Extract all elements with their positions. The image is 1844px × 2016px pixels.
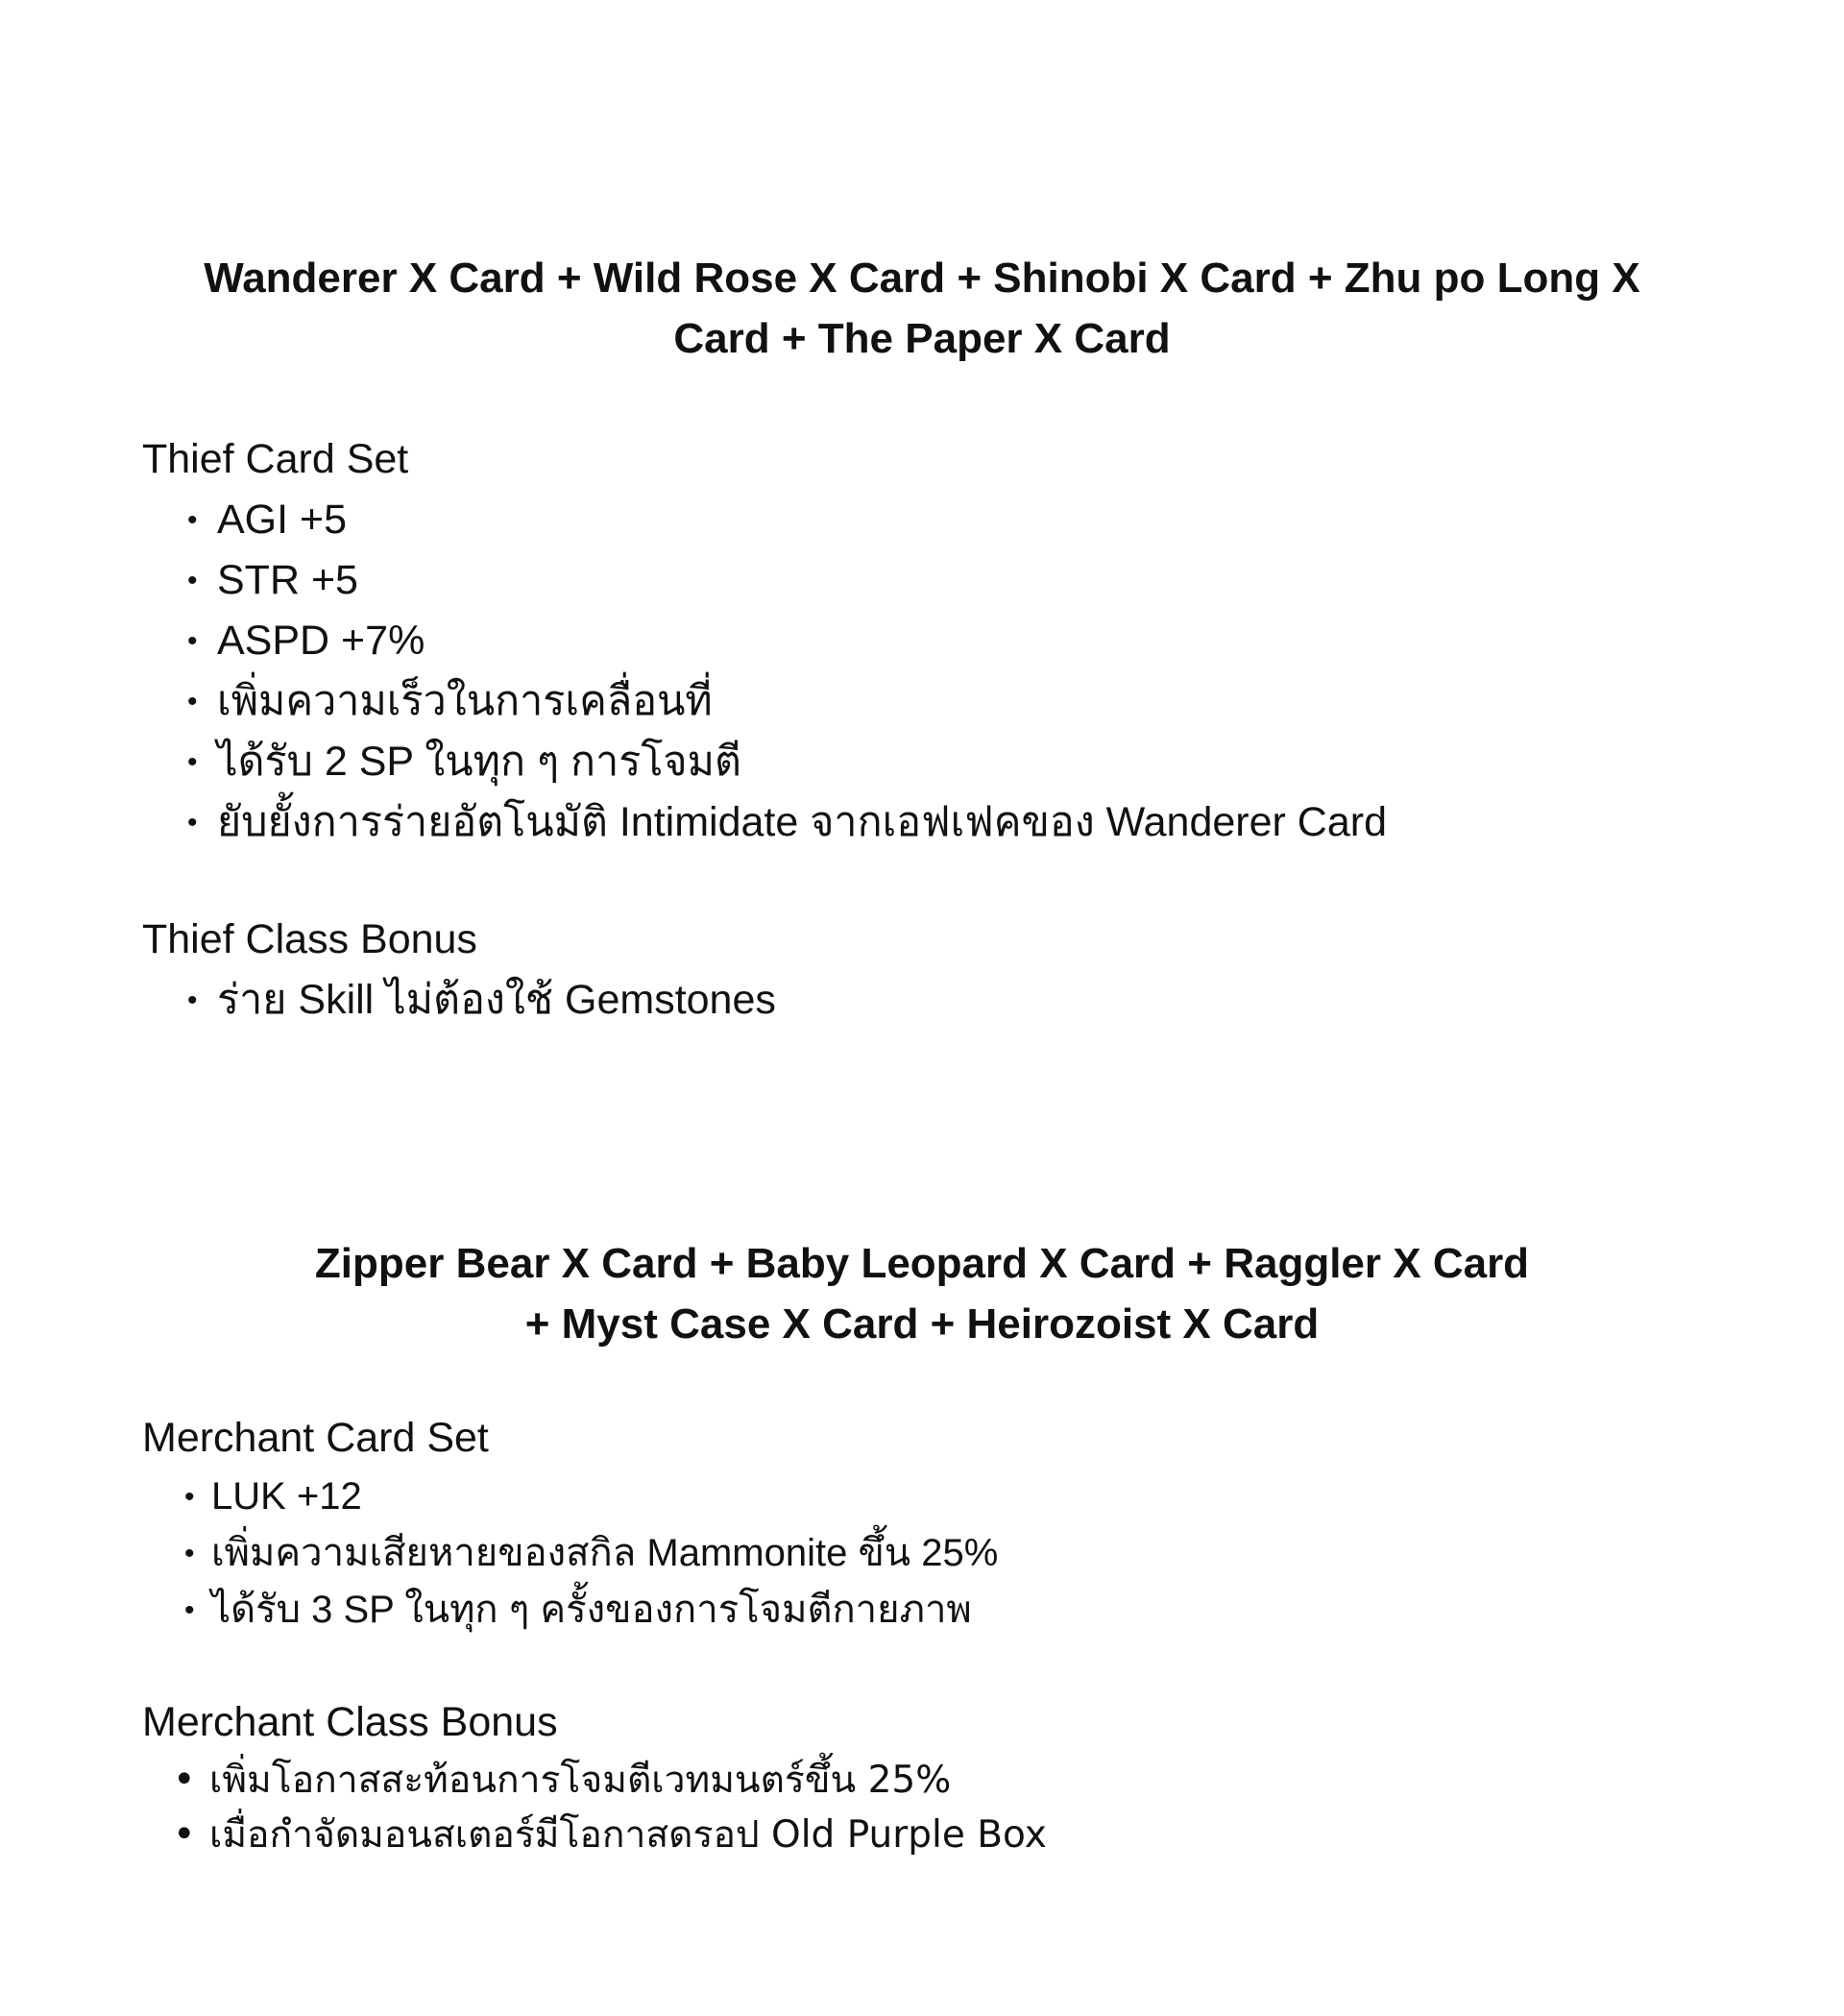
bullet-icon: • [184, 1594, 195, 1626]
list-item: • เพิ่มความเสียหายของสกิล Mammonite ขึ้น 25% [142, 1525, 998, 1582]
thief-combo-title [0, 248, 1844, 369]
list-item: • ได้รับ 2 SP ในทุก ๆ การโจมตี [142, 732, 1387, 792]
merchant-card-set [142, 1408, 998, 1639]
list-item: • LUK +12 [142, 1469, 998, 1525]
bullet-icon: • [187, 746, 198, 778]
merchant-card-set-heading: Merchant Card Set [142, 1415, 489, 1461]
bullet-icon: • [187, 565, 198, 596]
list-item: • ยับยั้งการร่ายอัตโนมัติ Intimidate จากเอฟเฟคของ Wanderer Card [142, 792, 1387, 853]
bullet-icon: • [187, 686, 198, 717]
thief-class-bonus [142, 910, 776, 1031]
merchant-class-bonus-heading: Merchant Class Bonus [142, 1699, 558, 1745]
merchant-card-set-list [142, 1469, 998, 1639]
thief-class-bonus-list [142, 970, 776, 1031]
thief-combo-title-line1: Wanderer X Card + Wild Rose X Card + Shinobi X Card + Zhu po Long X [204, 255, 1640, 302]
bullet-icon: • [184, 1538, 195, 1569]
bullet-icon: • [187, 984, 198, 1016]
list-item: • AGI +5 [142, 490, 1387, 550]
list-item: • เพิ่มโอกาสสะท้อนการโจมตีเวทมนตร์ขึ้น 25% [142, 1753, 1047, 1808]
merchant-class-bonus-list [142, 1753, 1047, 1862]
list-item: • ได้รับ 3 SP ในทุก ๆ ครั้งของการโจมตีกายภาพ [142, 1582, 998, 1639]
bullet-icon: • [173, 1812, 196, 1857]
bullet-icon: • [184, 1481, 195, 1513]
merchant-combo-title [0, 1233, 1844, 1354]
bullet-icon: • [173, 1758, 196, 1802]
thief-card-set-heading: Thief Card Set [142, 436, 409, 482]
list-item: • ร่าย Skill ไม่ต้องใช้ Gemstones [142, 970, 776, 1031]
merchant-combo-title-line2: + Myst Case X Card + Heirozoist X Card [524, 1300, 1320, 1348]
list-item: • เมื่อกำจัดมอนสเตอร์มีโอกาสดรอป Old Purple Box [142, 1808, 1047, 1862]
thief-card-set [142, 429, 1387, 853]
merchant-combo-title-line1: Zipper Bear X Card + Baby Leopard X Card + Raggler X Card [314, 1240, 1530, 1287]
thief-combo-title-line2: Card + The Paper X Card [673, 315, 1171, 362]
thief-card-set-list [142, 490, 1387, 853]
bullet-icon: • [187, 504, 198, 536]
list-item: • STR +5 [142, 550, 1387, 611]
list-item: • เพิ่มความเร็วในการเคลื่อนที่ [142, 671, 1387, 732]
merchant-class-bonus [142, 1692, 1047, 1862]
bullet-icon: • [187, 807, 198, 838]
thief-class-bonus-heading: Thief Class Bonus [142, 916, 477, 962]
list-item: • ASPD +7% [142, 611, 1387, 671]
bullet-icon: • [187, 625, 198, 657]
